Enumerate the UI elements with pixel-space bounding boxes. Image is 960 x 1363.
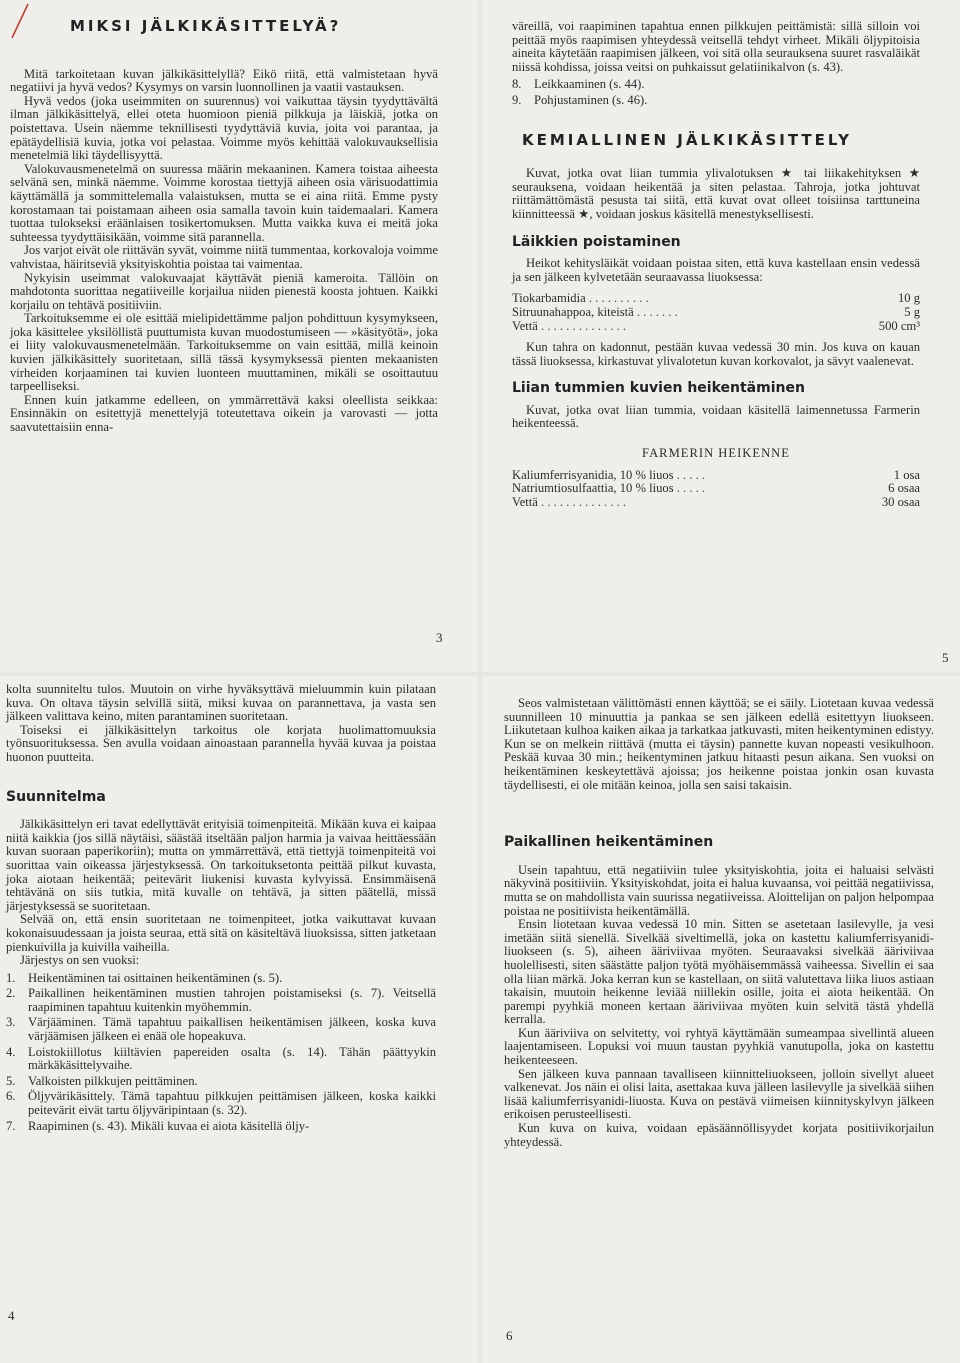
- paragraph: Seos valmistetaan välittömästi ennen käyttöä; se ei säily. Liotetaan kuvaa vedessä suunnilleen 10 minuuttia ja pankaa se sen jälkeen edellä esitettyyn liuokseen. Liikutetaan kulhoa kaiken aikaa ja tarkatkaa jatkuvasti, miten heikentyminen edistyy. Kun se on melkein riittävä (mutta ei täysin) pannette kuvan nopeasti vesikulhoon. Peskää kuvaa 30 min.; heikentyminen jatkuu hitaasti pesun aikana. Sen vuoksi on heikentäminen keskeytettävä ajoissa; jos heikenne poistaa jonkin osan kuvasta täydellisesti, ei ole mitään keinoa, jolla sen saisi takaisin.: [504, 696, 934, 792]
- recipe-row: Vettä . . . . . . . . . . . . . . 500 cm³: [512, 318, 920, 333]
- paragraph: Nykyisin useimmat valokuvaajat käyttävät pieniä kameroita. Tällöin on mahdotonta suorittaa negatiiveille korjailua niiden pienestä koosta johtuen. Kaikki korjailu on tehtävä positiiviin.: [10, 270, 438, 312]
- list-item: 1. Heikentäminen tai osittainen heikentäminen (s. 5).: [6, 970, 283, 985]
- subheading-tummien: Liian tummien kuvien heikentäminen: [512, 380, 805, 397]
- page-5-column: [512, 20, 920, 517]
- list-item: 4. Loistokiillotus kiiltävien papereiden osalta (s. 14). Tähän päättyykin märkäkäsittelyvaihe.: [6, 1044, 436, 1073]
- recipe-row: Tiokarbamidia . . . . . . . . . . 10 g: [512, 291, 920, 306]
- page-4-column: [6, 683, 436, 1135]
- order-list: [6, 972, 436, 1134]
- page-6-column: [504, 697, 934, 1149]
- paragraph: Kun kuva on kuiva, voidaan epäsäännöllisyydet korjata positiivikorjailun yhteydessä.: [504, 1121, 934, 1149]
- paragraph: Kuvat, jotka ovat liian tummia, voidaan käsitellä laimennetussa Farmerin heikenteessä.: [512, 402, 920, 431]
- paragraph: Hyvä vedos (joka useimmiten on suurennus) voi vaikuttaa täysin tyydyttävältä ilman jälkikäsittelyä, ellei oteta huomioon pieniä pilkkuja ja läiskiä, jotka on poistettava. Usein näemme teknillisesti tyydyttäviä kuvia, joita voi parantaa, ja epätäydellisiä kuvia, jotka voi pelastaa. Voimme myös kehittää valokuvauksellisia menetelmiä liki täydellisyyttä.: [10, 93, 438, 163]
- page-3-heading: MIKSI JÄLKIKÄSITTELYÄ?: [70, 17, 342, 35]
- paragraph: Usein tapahtuu, että negatiiviin tulee yksityiskohtia, joita ei haluaisi selvästi näkyvinä positiiviin. Yksityiskohdat, joita ei halua kuvaansa, voi peittää negatiivissa, mutta se on mahdollista vain suurissa negatiiveissa. Aloittelijan on paljon helpompaa poistaa ne positiivista heikentämällä.: [504, 862, 934, 918]
- recipe-row: Kaliumferrisyanidia, 10 % liuos . . . . . 1 osa: [512, 467, 920, 482]
- paragraph: väreillä, voi raapiminen tapahtua ennen pilkkujen peittämistä: sillä silloin voi peittää myös raapimisen yhteydessä veitsellä tehdyt virheet. Mikäli öljypitoisia aineita käytetään raapimisen jälkeen, voi sitä olla seurauksena suuret rasvaläikät niissä kohdissa, joissa veitsi on puhkaissut gelatiinikalvon (s. 43).: [512, 19, 920, 74]
- recipe-row: Natriumtiosulfaattia, 10 % liuos . . . . . 6 osaa: [512, 481, 920, 496]
- page-number-4: 4: [8, 1308, 15, 1323]
- recipe-tiokarbamidi: [512, 292, 920, 333]
- paragraph: Toiseksi ei jälkikäsittelyn tarkoitus ole korjata huolimattomuuksia työnsuorituksessa. Sen avulla voidaan ainoastaan parannella hyvää kuvaa ja poistaa huonon puutteita.: [6, 722, 436, 764]
- paragraph: Ennen kuin jatkamme edelleen, on ymmärrettävä kaksi oleellista seikkaa: Ensinnäkin on esitettyjä menettelyjä toteutettava oikein ja varovasti — jotta saavutettaisiin enna-: [10, 392, 438, 435]
- recipe-farmer: [512, 447, 920, 509]
- paragraph: Kun tahra on kadonnut, pestään kuvaa vedessä 30 min. Jos kuva on kauan tässä liuoksessa, kirkastuvat ylivalotetun kuvan korkovalot, ja sävyt vaalenevat.: [512, 340, 920, 368]
- paragraph: Heikot kehitysläikät voidaan poistaa siten, että kuva kastellaan ensin vedessä ja sen jälkeen kylvetetään seuraavassa liuoksessa:: [512, 256, 920, 284]
- page-number-5: 5: [942, 650, 949, 665]
- recipe-row: Sitruunahappoa, kiteistä . . . . . . . 5 g: [512, 304, 920, 319]
- list-item: 8. Leikkaaminen (s. 44).: [512, 77, 645, 92]
- paragraph: Valokuvausmenetelmä on suuressa määrin mekaaninen. Kamera toistaa aiheesta selvänä sen, minkä näemme. Voimme korostaa tiettyjä aiheen osia värisuodattimia käyttämällä ja sommittelemalla valaistuksen, mutta se ei aina riitä. Emme pysty korostamaan tai poistamaan aiheen osia samalla tavoin kuin taidemaalari. Kamera tuottaa tulokseksi eräänlaisen tosikertomuksen. Mutta vaikka kuva ei meitä joka suhteessa tyydyttäisikään, voimme sitä parannella.: [10, 161, 438, 244]
- page-number-3: 3: [436, 630, 443, 645]
- paragraph: Sen jälkeen kuva pannaan tavalliseen kiinnitteliuokseen, jolloin sivellyt alueet valkenevat. Jos näin ei olisi laita, asettakaa kuva jälleen lasilevylle ja sivelkää siihen lisää kaliumferrisyanidi-liuosta. Kuva on pestävä viimeisen kiinnityskylvyn jälkeen erikoisen perusteellisesti.: [504, 1066, 934, 1122]
- page-number-6: 6: [506, 1328, 513, 1343]
- paragraph: Jos varjot eivät ole riittävän syvät, voimme niitä tummentaa, korkovaloja voimme vahvistaa, häiritseviä yksityiskohtia poistaa tai vaimentaa.: [10, 243, 438, 271]
- recipe-row: Vettä . . . . . . . . . . . . . . 30 osaa: [512, 494, 920, 509]
- subheading-laikkien: Läikkien poistaminen: [512, 233, 681, 250]
- subheading-suunnitelma: Suunnitelma: [6, 788, 106, 805]
- paragraph: Kun ääriviiva on selvitetty, voi ryhtyä käyttämään sumeampaa sivellintä alueen laajentamiseen. Lopuksi voi muun taustan pyyhkiä vanutupolla, joka on kastettu heikenteeseen.: [504, 1025, 934, 1068]
- list-item: 2. Paikallinen heikentäminen mustien tahrojen poistamiseksi (s. 7). Veitsellä raapiminen tapahtuu kuitenkin myöhemmin.: [6, 986, 436, 1014]
- list-item: 9. Pohjustaminen (s. 46).: [512, 92, 648, 107]
- step-list: [512, 78, 920, 107]
- paragraph: Järjestys on sen vuoksi:: [20, 953, 140, 968]
- paragraph: Mitä tarkoitetaan kuvan jälkikäsittelyllä? Eikö riitä, että valmistetaan hyvä negatiivi ja hyvä vedos? Kysymys on varsin luonnollinen ja vaatii vastauksen.: [10, 66, 438, 95]
- list-item: 5. Valkoisten pilkkujen peittäminen.: [6, 1073, 198, 1088]
- paragraph: Selvää on, että ensin suoritetaan ne toimenpiteet, jotka vaikuttavat kuvaan kokonaisuudessaan ja joista seuraa, että sitä on käsiteltävä liuoksissa, sitten jatketaan pienkuivilla ja kuivilla vaiheilla.: [6, 912, 436, 954]
- recipe-title: FARMERIN HEIKENNE: [642, 446, 790, 461]
- list-item: 7. Raapiminen (s. 43). Mikäli kuvaa ei aiota käsitellä öljy-: [6, 1118, 310, 1133]
- page-3-column: [10, 17, 438, 435]
- page-3-body: [10, 68, 438, 435]
- paragraph: Kuvat, jotka ovat liian tummia ylivalotuksen ★ tai liikakehityksen ★ seurauksena, voidaan heikentää ja siten pelastaa. Tahroja, jotka johtuvat riittämättömästä pesusta tai siitä, että kuvat ovat olleet toisiinsa tarttuneina kiinnitteessä ★, voidaan joskus käsitellä menestyksellisesti.: [512, 166, 920, 221]
- list-item: 3. Värjääminen. Tämä tapahtuu paikallisen heikentämisen jälkeen, koska kuva värjäämisen jälkeen ei enää ole hopeakuva.: [6, 1015, 436, 1044]
- list-item: 6. Öljyvärikäsittely. Tämä tapahtuu pilkkujen peittämisen jälkeen, koska kaikki peitevärit eivät tartu öljyväripintaan (s. 32).: [6, 1089, 436, 1118]
- paragraph: Jälkikäsittelyn eri tavat edellyttävät erityisiä toimenpiteitä. Mikään kuva ei kaipaa niitä kaikkia (jos sillä näytäisi, säästää itseltään paljon harmia ja vaivaa heittäessään kuvan suoraan paperikoriin); mutta on ymmärrettävä, että tiettyjä toimenpiteitä voi suorittaa vain oikeassa järjestyksessä. On tarkoituksetonta peittää pilkut kuvasta, joka aiotaan heikentää; peitevärit liukenisi kuvasta kylvyissä. Ensimmäisenä tehtävänä on siis tutkia, mitä kuvalle on tehtävä, ja sitten päätellä, missä järjestyksessä se suoritetaan.: [6, 817, 436, 913]
- page-5-heading: KEMIALLINEN JÄLKIKÄSITTELY: [522, 130, 852, 149]
- paragraph: Ensin liotetaan kuvaa vedessä 10 min. Sitten se asetetaan lasilevylle, ja vesi imetään siitä sienellä. Sivelkää siveltimellä, joka on kastettu kaliumferrisyanidi-liuokseen (s. 5), aiheen ääriviivaa myöten. Seuraavaksi sivelkää ääriviivaa huolellisesti, siten säästätte paljon työtä myöhäisemmässä vaiheessa. Sivellin ei saa olla liian märkä. Joka kerran kun se kastellaan, on siitä valutettava liika liuos astiaan takaisin, muutoin heikenne leviää niillekin osille, joita ei aiota heikentää. On parempi pyyhkiä moneen kertaan ääriviivaa myöten kuin selvitä tästä yhdellä kerralla.: [504, 917, 934, 1027]
- subheading-paikallinen: Paikallinen heikentäminen: [504, 834, 714, 851]
- paragraph: kolta suunniteltu tulos. Muutoin on virhe hyväksyttävä mieluummin kuin pilataan kuva. On oltava täysin selvillä siitä, miksi kuvaa on parannettava, ja vasta sen jälkeen valittava keino, miten parantaminen suoritetaan.: [6, 682, 436, 724]
- paragraph: Tarkoituksemme ei ole esittää mielipidettämme paljon pohdittuun kysymykseen, joka käsittelee yksilöllistä puuttumista kuvan muodostumiseen — »käsityötä», joka ei liity valokuvausmenetelmään. Tarkoituksemme on vain esittää, millä keinoin kuvien jälkikäsittely suoritetaan, sillä tässä kysymyksessä pienten mekaanisten virheiden korjaaminen tai kuvien luonteen muuttaminen, mikäli se osoittautuu tarpeelliseksi.: [10, 311, 438, 394]
